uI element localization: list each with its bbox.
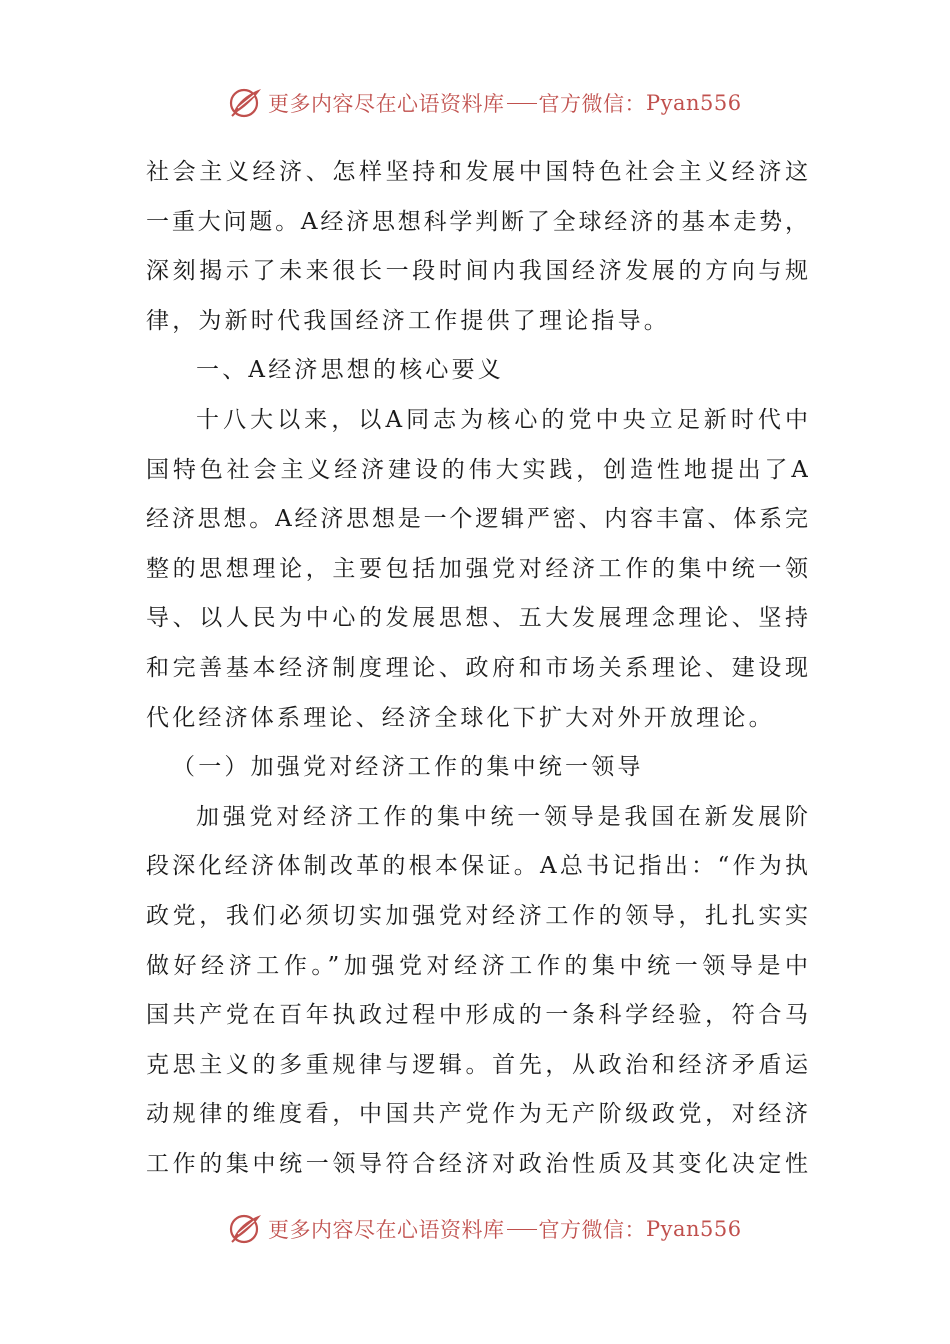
body-line: 和完善基本经济制度理论、政府和市场关系理论、建设现 xyxy=(146,654,808,681)
body-line: 社会主义经济、怎样坚持和发展中国特色社会主义经济这 xyxy=(146,159,808,185)
body-line: 克思主义的多重规律与逻辑。首先，从政治和经济矛盾运 xyxy=(146,1051,808,1078)
body-line: 代化经济体系理论、经济全球化下扩大对外开放理论。 xyxy=(146,704,775,731)
footer-banner-separator xyxy=(507,1229,537,1230)
body-line: 经济思想。A经济思想是一个逻辑严密、内容丰富、体系完 xyxy=(146,506,808,533)
body-line: 十八大以来，以A同志为核心的党中央立足新时代中 xyxy=(196,406,808,433)
body-line: 一重大问题。A经济思想科学判断了全球经济的基本走势， xyxy=(146,208,808,235)
body-line: 国共产党在百年执政过程中形成的一条科学经验，符合马 xyxy=(146,1002,808,1029)
subsection-heading: （一）加强党对经济工作的集中统一领导 xyxy=(172,754,644,781)
header-banner xyxy=(228,85,742,121)
body-line: 做好经济工作。”加强党对经济工作的集中统一领导是中 xyxy=(146,952,808,979)
footer-banner-contact-label: 官方微信： xyxy=(538,1218,646,1242)
header-banner-site: 更多内容尽在心语资料库 xyxy=(268,92,505,116)
document-body xyxy=(146,148,808,1189)
body-line: 工作的集中统一领导符合经济对政治性质及其变化决定性 xyxy=(146,1150,808,1177)
body-line: 段深化经济体制改革的根本保证。A总书记指出：“作为执 xyxy=(146,853,808,880)
body-line: 动规律的维度看，中国共产党作为无产阶级政党，对经济 xyxy=(146,1101,808,1128)
body-line: 导、以人民为中心的发展思想、五大发展理念理论、坚持 xyxy=(146,605,808,632)
header-banner-contact-label: 官方微信： xyxy=(538,92,646,116)
body-line: 整的思想理论，主要包括加强党对经济工作的集中统一领 xyxy=(146,555,808,582)
body-line: 律，为新时代我国经济工作提供了理论指导。 xyxy=(146,307,670,334)
footer-banner-site: 更多内容尽在心语资料库 xyxy=(268,1218,505,1242)
footer-banner-contact-id: Pyan556 xyxy=(646,1217,742,1241)
body-line: 政党，我们必须切实加强党对经济工作的领导，扎扎实实 xyxy=(146,902,808,929)
body-line: 深刻揭示了未来很长一段时间内我国经济发展的方向与规 xyxy=(146,258,808,285)
body-line: 加强党对经济工作的集中统一领导是我国在新发展阶 xyxy=(196,803,808,830)
quill-logo-icon xyxy=(228,1211,264,1247)
header-banner-contact-id: Pyan556 xyxy=(646,91,742,115)
header-banner-separator xyxy=(507,103,537,104)
quill-logo-icon xyxy=(228,85,264,121)
section-heading: 一、A经济思想的核心要义 xyxy=(196,357,505,384)
body-line: 国特色社会主义经济建设的伟大实践，创造性地提出了A xyxy=(146,456,808,483)
footer-banner xyxy=(228,1211,742,1247)
